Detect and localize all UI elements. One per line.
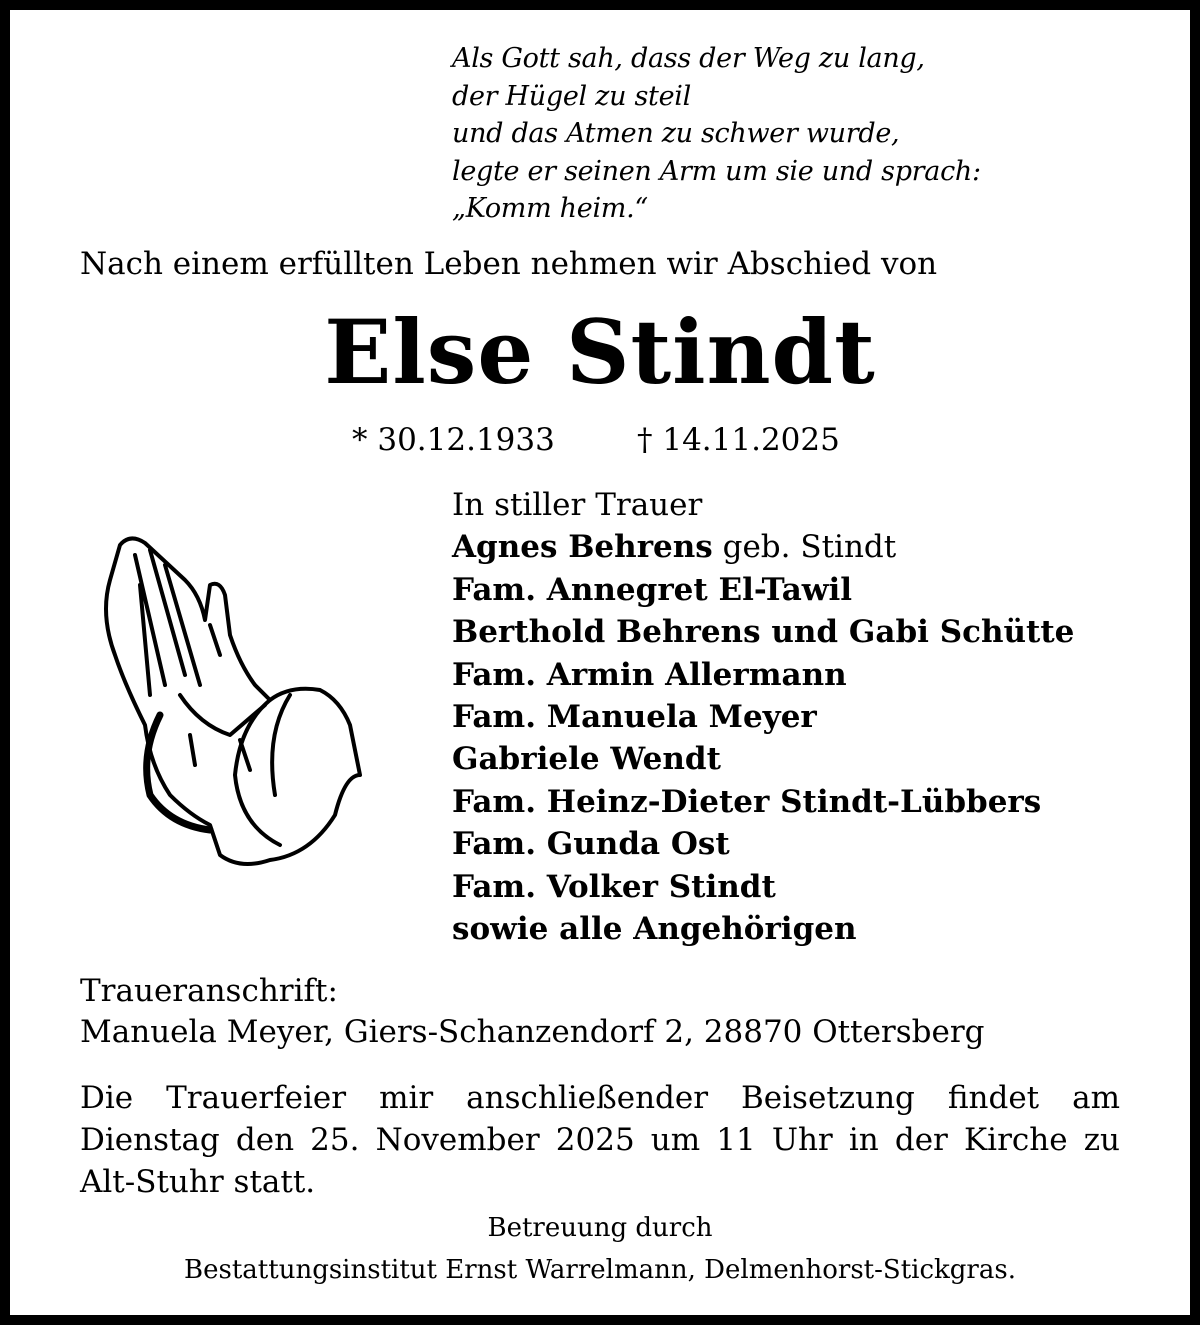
mourner	[452, 526, 1074, 568]
funeral-home-name: Bestattungsinstitut Ernst Warrelmann, Delmenhorst-Stickgras.	[184, 1255, 1016, 1285]
death-date: † 14.11.2025	[637, 422, 840, 458]
mourning-address	[80, 971, 985, 1053]
poem-line: Als Gott sah, dass der Weg zu lang,	[452, 43, 925, 74]
mourners-list	[452, 484, 1074, 950]
mourner: sowie alle Angehörigen	[452, 910, 857, 947]
funeral-home-label: Betreuung durch	[487, 1213, 713, 1243]
deceased-name: Else Stindt	[324, 300, 876, 404]
mourner: Berthold Behrens und Gabi Schütte	[452, 614, 1075, 651]
poem-line: und das Atmen zu schwer wurde,	[452, 118, 900, 149]
mourner-name: Agnes Behrens	[452, 529, 713, 566]
poem-line: der Hügel zu steil	[452, 80, 691, 112]
address-value: Manuela Meyer, Giers-Schanzendorf 2, 28870 Ottersberg	[80, 1014, 985, 1050]
ceremony-line: Alt-Stuhr statt.	[80, 1164, 316, 1200]
poem-line: „Komm heim.“	[452, 193, 648, 224]
mourner: Fam. Armin Allermann	[452, 656, 847, 693]
ceremony-text	[80, 1077, 1120, 1203]
mourner: Fam. Volker Stindt	[452, 868, 776, 905]
intro-text: Nach einem erfüllten Leben nehmen wir Abschied von	[80, 246, 938, 282]
mourning-heading: In stiller Trauer	[452, 487, 703, 523]
mourner: Fam. Manuela Meyer	[452, 698, 817, 735]
mourner: Fam. Heinz-Dieter Stindt-Lübbers	[452, 783, 1042, 820]
ceremony-line: Die Trauerfeier mir anschließender Beisetzung findet am	[80, 1080, 1120, 1116]
address-label: Traueranschrift:	[80, 973, 338, 1009]
poem	[452, 40, 981, 228]
funeral-home	[0, 1207, 1200, 1291]
praying-hands-icon	[90, 525, 370, 879]
mourner: Gabriele Wendt	[452, 741, 721, 778]
ceremony-line: Dienstag den 25. November 2025 um 11 Uhr in der Kirche zu	[80, 1122, 1120, 1158]
poem-line: legte er seinen Arm um sie und sprach:	[452, 155, 981, 187]
mourner-suffix: geb. Stindt	[712, 529, 897, 566]
mourner: Fam. Annegret El-Tawil	[452, 571, 853, 608]
birth-date: * 30.12.1933	[352, 422, 555, 458]
mourner: Fam. Gunda Ost	[452, 826, 730, 863]
